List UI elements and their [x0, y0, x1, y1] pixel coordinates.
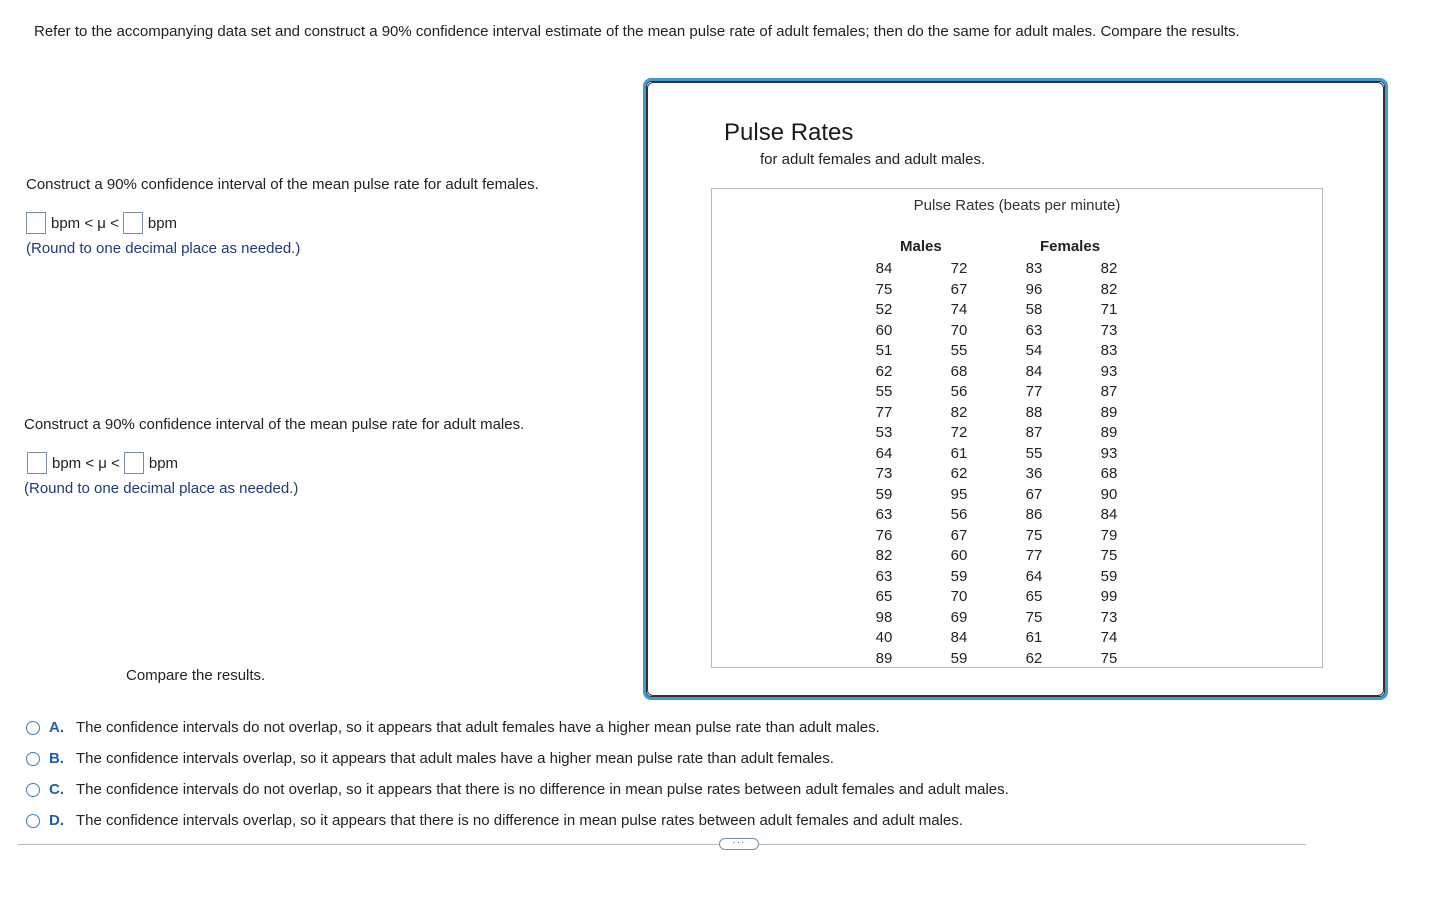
option-a[interactable] [26, 719, 880, 736]
table-cell: 86 [1025, 506, 1043, 523]
table-cell: 63 [875, 506, 893, 523]
table-cell: 53 [875, 424, 893, 441]
radio-d[interactable] [26, 814, 40, 828]
table-cell: 74 [950, 301, 968, 318]
option-b-text: The confidence intervals overlap, so it appears that adult males have a higher mean pulse rate than adult females. [76, 750, 834, 767]
option-d[interactable] [26, 812, 963, 829]
females-column-1 [1014, 259, 1054, 669]
males-unit: bpm [148, 454, 179, 472]
table-cell: 90 [1100, 485, 1118, 503]
females-middle-text: bpm < μ < [51, 214, 119, 232]
table-cell: 98 [875, 608, 893, 626]
table-cell: 54 [1025, 342, 1043, 359]
females-column-2 [1089, 259, 1129, 669]
table-cell: 82 [1100, 260, 1118, 277]
table-cell: 59 [950, 567, 968, 585]
table-cell: 93 [1100, 444, 1118, 462]
table-cell: 83 [1025, 260, 1043, 277]
question-prompt: Refer to the accompanying data set and construct a 90% confidence interval estimate of the mean pulse rate of adult females; then do the same for adult males. Compare the results. [34, 23, 1240, 40]
table-cell: 51 [875, 342, 893, 359]
table-cell: 87 [1025, 424, 1043, 441]
table-cell: 82 [950, 403, 968, 421]
table-cell: 84 [1100, 506, 1118, 523]
males-round-hint: (Round to one decimal place as needed.) [24, 480, 299, 497]
option-b-letter: B. [49, 750, 64, 767]
males-middle-text: bpm < μ < [52, 454, 120, 472]
table-cell: 96 [1025, 280, 1043, 298]
table-cell: 84 [875, 260, 893, 277]
males-column-2 [939, 259, 979, 669]
table-cell: 77 [1025, 383, 1043, 400]
males-lower-input[interactable] [27, 452, 47, 474]
table-cell: 84 [1025, 362, 1043, 380]
radio-c[interactable] [26, 783, 40, 797]
table-cell: 56 [950, 383, 968, 400]
females-round-hint: (Round to one decimal place as needed.) [26, 240, 301, 257]
females-lower-input[interactable] [26, 212, 46, 234]
table-cell: 68 [1100, 465, 1118, 482]
females-question-label: Construct a 90% confidence interval of the mean pulse rate for adult females. [26, 176, 539, 193]
table-cell: 99 [1100, 588, 1118, 605]
table-cell: 59 [875, 485, 893, 503]
data-popup [643, 78, 1388, 700]
table-cell: 62 [875, 362, 893, 380]
table-cell: 55 [1025, 444, 1043, 462]
table-cell: 64 [875, 444, 893, 462]
option-a-letter: A. [49, 719, 64, 736]
option-d-letter: D. [49, 812, 64, 829]
table-cell: 63 [875, 567, 893, 585]
table-cell: 62 [1025, 649, 1043, 667]
males-answer-row [27, 452, 182, 474]
table-cell: 88 [1025, 403, 1043, 421]
table-cell: 62 [950, 465, 968, 482]
females-upper-input[interactable] [123, 212, 143, 234]
table-cell: 75 [1100, 547, 1118, 564]
table-cell: 59 [950, 649, 968, 667]
table-cell: 65 [1025, 588, 1043, 605]
popup-title: Pulse Rates [724, 119, 854, 146]
table-cell: 52 [875, 301, 893, 318]
table-cell: 95 [950, 485, 968, 503]
table-cell: 74 [1100, 629, 1118, 646]
radio-b[interactable] [26, 752, 40, 766]
table-cell: 65 [875, 588, 893, 605]
males-upper-input[interactable] [124, 452, 144, 474]
males-question-label: Construct a 90% confidence interval of the mean pulse rate for adult males. [24, 416, 525, 433]
table-cell: 82 [1100, 280, 1118, 298]
table-cell: 89 [1100, 424, 1118, 441]
option-b[interactable] [26, 750, 834, 767]
table-cell: 89 [1100, 403, 1118, 421]
table-caption: Pulse Rates (beats per minute) [913, 197, 1121, 214]
table-cell: 61 [1025, 629, 1043, 646]
males-header: Males [900, 238, 942, 255]
table-cell: 82 [875, 547, 893, 564]
table-cell: 73 [875, 465, 893, 482]
table-cell: 67 [950, 526, 968, 544]
table-cell: 84 [950, 629, 968, 646]
table-cell: 93 [1100, 362, 1118, 380]
table-cell: 40 [875, 629, 893, 646]
option-d-text: The confidence intervals overlap, so it appears that there is no difference in mean pulse rates between adult females and adult males. [76, 812, 963, 829]
table-cell: 67 [1025, 485, 1043, 503]
table-cell: 64 [1025, 567, 1043, 585]
table-cell: 60 [875, 321, 893, 339]
females-unit: bpm [147, 214, 178, 232]
females-answer-row [26, 212, 181, 234]
table-cell: 68 [950, 362, 968, 380]
table-cell: 75 [1025, 526, 1043, 544]
table-cell: 72 [950, 260, 968, 277]
bottom-divider [18, 844, 1306, 845]
females-header: Females [1040, 238, 1101, 255]
table-cell: 73 [1100, 321, 1118, 339]
table-cell: 71 [1100, 301, 1118, 318]
table-cell: 55 [875, 383, 893, 400]
table-cell: 76 [875, 526, 893, 544]
table-cell: 75 [1100, 649, 1118, 667]
radio-a[interactable] [26, 721, 40, 735]
table-cell: 75 [875, 280, 893, 298]
table-cell: 56 [950, 506, 968, 523]
popup-subtitle: for adult females and adult males. [760, 151, 986, 168]
table-cell: 73 [1100, 608, 1118, 626]
table-cell: 77 [1025, 547, 1043, 564]
table-cell: 58 [1025, 301, 1043, 318]
table-cell: 70 [950, 321, 968, 339]
option-c-text: The confidence intervals do not overlap, so it appears that there is no difference in mean pulse rates between adult females and adult males. [76, 781, 1009, 798]
compare-label: Compare the results. [126, 667, 266, 684]
table-cell: 67 [950, 280, 968, 298]
table-cell: 75 [1025, 608, 1043, 626]
table-cell: 69 [950, 608, 968, 626]
table-cell: 70 [950, 588, 968, 605]
table-cell: 63 [1025, 321, 1043, 339]
table-cell: 89 [875, 649, 893, 667]
option-c-letter: C. [49, 781, 64, 798]
table-cell: 55 [950, 342, 968, 359]
pulse-rates-table [711, 188, 1323, 668]
option-c[interactable] [26, 781, 1009, 798]
table-cell: 79 [1100, 526, 1118, 544]
males-column-1 [864, 259, 904, 669]
table-cell: 83 [1100, 342, 1118, 359]
table-cell: 36 [1025, 465, 1043, 482]
table-cell: 60 [950, 547, 968, 564]
table-cell: 59 [1100, 567, 1118, 585]
more-button[interactable]: ··· [719, 838, 759, 850]
table-cell: 61 [950, 444, 968, 462]
table-cell: 87 [1100, 383, 1118, 400]
option-a-text: The confidence intervals do not overlap, so it appears that adult females have a higher mean pulse rate than adult males. [76, 719, 880, 736]
table-cell: 77 [875, 403, 893, 421]
table-cell: 72 [950, 424, 968, 441]
